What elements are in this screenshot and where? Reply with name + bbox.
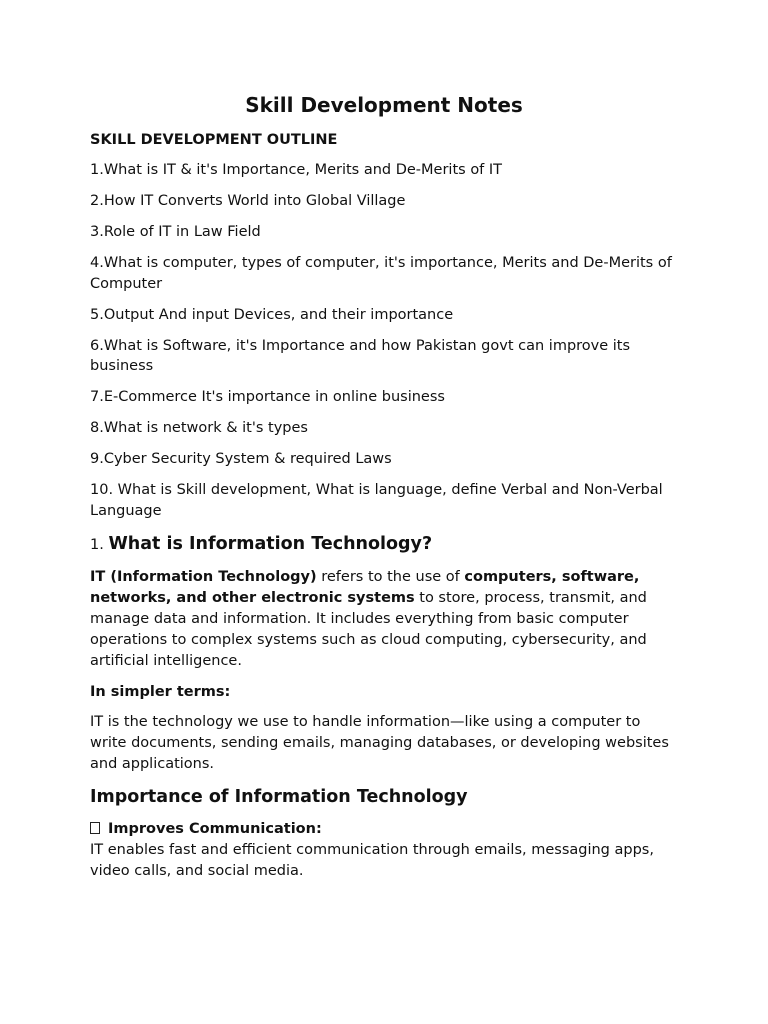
outline-item: 8.What is network & it's types [90,420,308,436]
paragraph-text: to store, process, transmit, and manage data and information. It includes everything from basic computer operations to complex systems such as cloud computing, cybersecurity, and artificial intelligence. [90,589,647,669]
outline-item: 7.E-Commerce It's importance in online business [90,389,445,405]
paragraph-text: refers to the use of [316,568,465,585]
simpler-terms-paragraph: IT is the technology we use to handle information—like using a computer to write documents, sending emails, managing databases, or developing websites and applications. [90,713,669,772]
outline-item: 1.What is IT & it's Importance, Merits and De-Merits of IT [90,162,503,178]
outline-item: 5.Output And input Devices, and their importance [90,306,454,323]
outline-list [90,160,678,521]
outline-item: 2.How IT Converts World into Global Village [90,193,406,209]
outline-item: 4.What is computer, types of computer, it's importance, Merits and De-Merits of Computer [90,255,672,292]
checkbox-icon [90,822,100,834]
outline-heading: SKILL DEVELOPMENT OUTLINE [90,132,338,148]
bold-term: computers, software, networks, and other electronic systems [90,568,640,606]
simpler-terms-heading: In simpler terms: [90,683,231,700]
outline-item: 9.Cyber Security System & required Laws [90,451,392,467]
section-heading-text: What is Information Technology? [108,533,433,554]
document-title: Skill Development Notes [245,93,523,117]
bold-term: IT (Information Technology) [90,568,317,585]
point-title-text: Improves Communication: [108,820,322,837]
point-title [90,819,678,840]
it-definition-paragraph [90,567,678,672]
outline-item: 3.Role of IT in Law Field [90,224,261,240]
importance-heading: Importance of Information Technology [90,786,468,807]
section-number: 1. [90,536,104,553]
outline-item: 10. What is Skill development, What is language, define Verbal and Non-Verbal Language [90,482,663,519]
section-heading [90,532,678,557]
outline-item: 6.What is Software, it's Importance and how Pakistan govt can improve its business [90,337,631,374]
point-body: IT enables fast and efficient communication through emails, messaging apps, video calls, and social media. [90,841,654,879]
